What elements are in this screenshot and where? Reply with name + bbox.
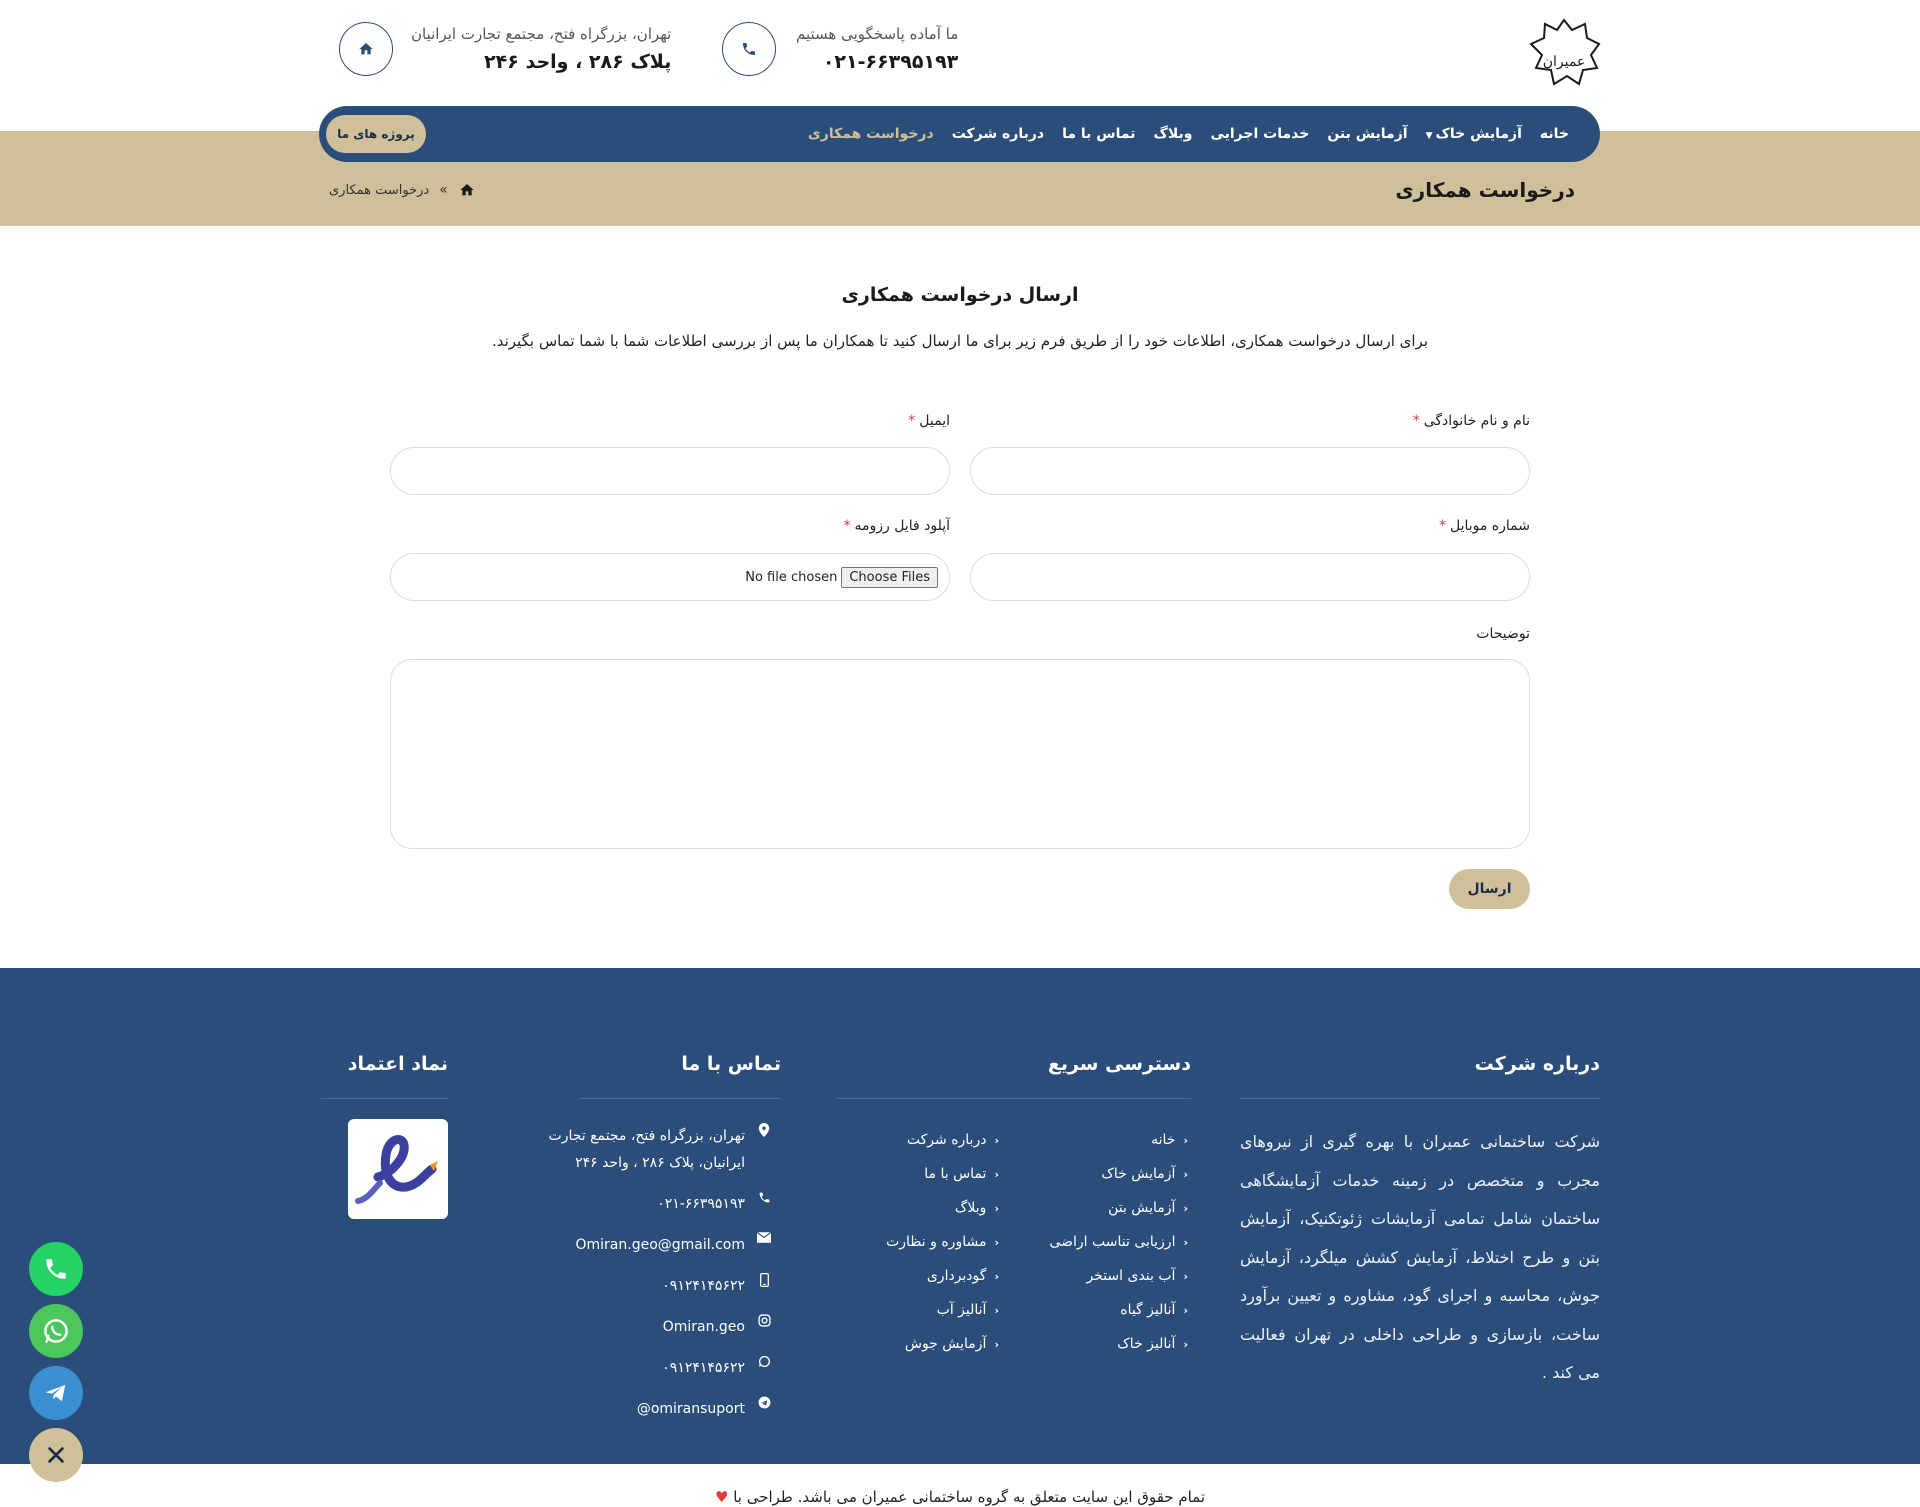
required-mark: * — [908, 413, 916, 429]
close-icon — [45, 1444, 67, 1466]
form-description: برای ارسال درخواست همکاری، اطلاعات خود را از طریق فرم زیر برای ما ارسال کنید تا همکاران ما پس از بررسی اطلاعات شما با شما تماس بگیرند. — [491, 332, 1429, 350]
footer-contact-list — [505, 1123, 775, 1437]
close-contact-menu-button[interactable] — [29, 1428, 83, 1482]
contact-address: تهران، بزرگراه فتح، مجتمع تجارت ایرانیان، پلاک ۲۸۶ ، واحد ۲۴۶ — [505, 1123, 775, 1177]
footer-link[interactable]: ‹ درباره شرکت — [906, 1132, 999, 1148]
copyright-text: تمام حقوق این سایت متعلق به گروه ساختمانی عمیران می باشد. طراحی با ♥ — [714, 1488, 1206, 1506]
footer-quick-title: دسترسی سریع — [1047, 1053, 1191, 1075]
svg-text:عمیران: عمیران — [1542, 54, 1586, 70]
chevron-left-icon: ‹ — [994, 1201, 999, 1215]
notes-label: توضیحات — [1476, 626, 1530, 642]
chevron-left-icon: ‹ — [994, 1167, 999, 1181]
breadcrumb-separator: » — [439, 182, 448, 198]
instagram-icon — [753, 1314, 775, 1331]
footer-link[interactable]: ‹ آنالیز آب — [936, 1302, 999, 1318]
enamad-trust-badge[interactable] — [348, 1119, 448, 1219]
whatsapp-button[interactable] — [29, 1304, 83, 1358]
chevron-down-icon: ▼ — [1425, 131, 1433, 141]
nav-item-soil-test[interactable]: آزمایش خاک▼ — [1425, 126, 1522, 142]
location-icon — [753, 1123, 775, 1141]
notes-textarea[interactable] — [390, 659, 1530, 849]
phone-icon — [43, 1256, 69, 1282]
whatsapp-icon — [41, 1316, 71, 1346]
choose-files-button[interactable]: Choose Files — [841, 567, 938, 588]
file-status: No file chosen — [745, 569, 838, 585]
footer-link[interactable]: ‹ ارزیابی تناسب اراضی — [1049, 1234, 1188, 1250]
phone-icon — [753, 1191, 775, 1208]
mobile-field[interactable] — [970, 553, 1530, 601]
footer-about-title: درباره شرکت — [1474, 1053, 1600, 1075]
address-caption: تهران، بزرگراه فتح، مجتمع تجارت ایرانیان — [411, 25, 672, 43]
heart-icon: ♥ — [714, 1488, 729, 1506]
email-field[interactable] — [390, 447, 950, 495]
chevron-left-icon: ‹ — [994, 1337, 999, 1351]
nav-item-concrete-test[interactable]: آزمایش بتن — [1327, 126, 1408, 142]
footer-about-text: شرکت ساختمانی عمیران با بهره گیری از نیروهای مجرب و متخصص در زمینه خدمات آزمایشگاهی ساختمان شامل تمامی آزمایشات ژئوتکنیک، آزمایش بتن و طرح اختلاط، آزمایش کشش میلگرد، آزمایش جوش، محاسبه و اجرای گود، مشاوره و تعیین برآورد ساخت، بازسازی و طراحی داخلی در تهران فعالیت می کند . — [1240, 1132, 1600, 1382]
required-mark: * — [843, 518, 851, 534]
contact-instagram[interactable]: Omiran.geo — [505, 1314, 775, 1341]
divider — [579, 1098, 781, 1099]
quick-links-left — [886, 1123, 999, 1361]
telegram-icon — [753, 1396, 775, 1413]
contact-mobile[interactable]: ۰۹۱۲۴۱۴۵۶۲۲ — [505, 1273, 775, 1300]
breadcrumb — [329, 182, 476, 198]
required-mark: * — [1412, 413, 1420, 429]
form-title: ارسال درخواست همکاری — [841, 284, 1079, 306]
nav-item-cooperation[interactable]: درخواست همکاری — [807, 126, 934, 142]
telegram-button[interactable] — [29, 1366, 83, 1420]
footer-link[interactable]: ‹ آزمایش خاک — [1101, 1166, 1188, 1182]
mobile-icon — [753, 1273, 775, 1291]
chevron-left-icon: ‹ — [1183, 1167, 1188, 1181]
nav-item-home[interactable]: خانه — [1539, 126, 1569, 142]
quick-links-right — [1049, 1123, 1188, 1361]
chevron-left-icon: ‹ — [1183, 1269, 1188, 1283]
header-address-main: پلاک ۲۸۶ ، واحد ۲۴۶ — [484, 51, 672, 73]
header-address-block — [339, 22, 673, 76]
footer-link[interactable]: ‹ آزمایش جوش — [904, 1336, 999, 1352]
home-icon[interactable] — [458, 182, 476, 198]
mobile-label: شماره موبایل* — [1438, 518, 1530, 534]
header-phone-block — [722, 22, 965, 76]
footer-link[interactable]: ‹ آب بندی استخر — [1086, 1268, 1188, 1284]
phone-icon[interactable] — [722, 22, 776, 76]
phone-caption: ما آماده پاسخگویی هستیم — [796, 25, 959, 43]
whatsapp-icon — [753, 1355, 775, 1372]
divider — [837, 1098, 1191, 1099]
top-header — [0, 0, 1920, 105]
nav-item-about[interactable]: درباره شرکت — [951, 126, 1045, 142]
our-projects-button[interactable]: پروژه های ما — [326, 115, 426, 153]
contact-whatsapp[interactable]: ۰۹۱۲۴۱۴۵۶۲۲ — [505, 1355, 775, 1382]
main-nav — [319, 106, 1600, 162]
footer-link[interactable]: ‹ گودبرداری — [926, 1268, 999, 1284]
chevron-left-icon: ‹ — [1183, 1133, 1188, 1147]
nav-item-services[interactable]: خدمات اجرایی — [1210, 126, 1310, 142]
chevron-left-icon: ‹ — [1183, 1303, 1188, 1317]
nav-item-contact[interactable]: تماس با ما — [1062, 126, 1136, 142]
footer-link[interactable]: ‹ خانه — [1151, 1132, 1188, 1148]
page-title: درخواست همکاری — [1395, 178, 1575, 202]
email-label: ایمیل* — [908, 413, 950, 429]
footer — [0, 968, 1920, 1464]
divider — [1240, 1098, 1600, 1099]
contact-telegram[interactable]: @omiransuport — [505, 1396, 775, 1423]
nav-item-blog[interactable]: وبلاگ — [1153, 126, 1193, 142]
name-label: نام و نام خانوادگی* — [1412, 413, 1530, 429]
footer-link[interactable]: ‹ وبلاگ — [954, 1200, 999, 1216]
header-phone-number[interactable]: ۰۲۱-۶۶۳۹۵۱۹۳ — [822, 51, 959, 73]
footer-link[interactable]: ‹ مشاوره و نظارت — [886, 1234, 999, 1250]
footer-link[interactable]: ‹ تماس با ما — [924, 1166, 999, 1182]
home-icon — [339, 22, 393, 76]
name-field[interactable] — [970, 447, 1530, 495]
company-logo[interactable] — [1527, 18, 1601, 88]
call-button[interactable] — [29, 1242, 83, 1296]
contact-email[interactable]: Omiran.geo@gmail.com — [505, 1232, 775, 1259]
divider — [321, 1098, 448, 1099]
chevron-left-icon: ‹ — [1183, 1337, 1188, 1351]
footer-link[interactable]: ‹ آنالیز گیاه — [1120, 1302, 1188, 1318]
footer-contact-title: تماس با ما — [681, 1053, 781, 1075]
resume-label: آپلود فایل رزومه* — [843, 518, 950, 534]
breadcrumb-current: درخواست همکاری — [329, 182, 430, 198]
chevron-left-icon: ‹ — [994, 1303, 999, 1317]
footer-link[interactable]: ‹ آزمایش بتن — [1108, 1200, 1188, 1216]
chevron-left-icon: ‹ — [994, 1133, 999, 1147]
contact-phone[interactable]: ۰۲۱-۶۶۳۹۵۱۹۳ — [505, 1191, 775, 1218]
footer-trust-title: نماد اعتماد — [347, 1053, 448, 1075]
telegram-icon — [42, 1379, 70, 1407]
chevron-left-icon: ‹ — [994, 1269, 999, 1283]
chevron-left-icon: ‹ — [1183, 1235, 1188, 1249]
submit-button[interactable]: ارسال — [1449, 869, 1530, 909]
required-mark: * — [1438, 518, 1446, 534]
envelope-icon — [753, 1232, 775, 1247]
chevron-left-icon: ‹ — [994, 1235, 999, 1249]
resume-upload-field[interactable] — [390, 553, 950, 601]
footer-link[interactable]: ‹ آنالیز خاک — [1117, 1336, 1188, 1352]
chevron-left-icon: ‹ — [1183, 1201, 1188, 1215]
